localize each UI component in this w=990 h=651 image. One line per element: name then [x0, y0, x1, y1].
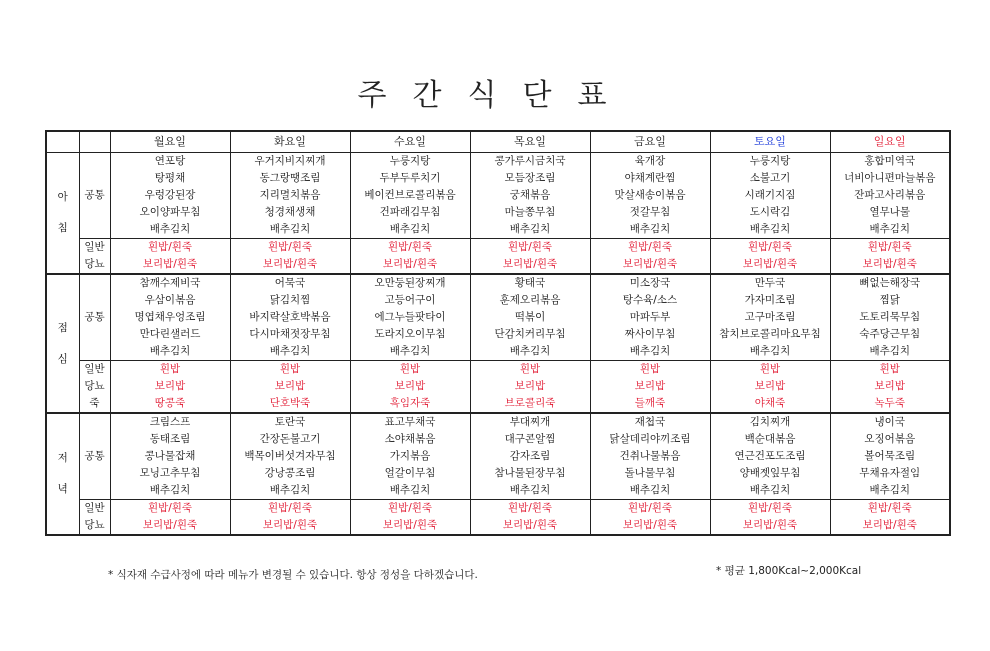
diabetic-rice-item: 보리밥/흰죽 [350, 256, 470, 274]
menu-item: 다시마채젓장무침 [230, 326, 350, 343]
menu-item: 닭살데리야끼조림 [590, 431, 710, 448]
menu-item: 배추김치 [230, 343, 350, 361]
menu-item: 시래기지짐 [710, 187, 830, 204]
menu-row [46, 482, 950, 500]
menu-item: 너비아니편마늘볶음 [830, 170, 950, 187]
menu-item: 건취나물볶음 [590, 448, 710, 465]
porridge-rice-item: 야채죽 [710, 395, 830, 413]
diabetic-rice-item: 보리밥 [110, 378, 230, 395]
menu-item: 탕평채 [110, 170, 230, 187]
menu-item: 베이컨브로콜리볶음 [350, 187, 470, 204]
diabetic-rice-item: 보리밥 [350, 378, 470, 395]
menu-item: 배추김치 [350, 482, 470, 500]
menu-item: 건파래김무침 [350, 204, 470, 221]
menu-item: 누룽지탕 [710, 153, 830, 171]
menu-item: 콩나물잡채 [110, 448, 230, 465]
menu-item: 떡볶이 [470, 309, 590, 326]
menu-item: 얼갈이무침 [350, 465, 470, 482]
general-rice-item: 흰밥/흰죽 [710, 239, 830, 257]
menu-item: 배추김치 [470, 482, 590, 500]
menu-row [46, 309, 950, 326]
general-rice-item: 흰밥/흰죽 [710, 500, 830, 518]
menu-item: 배추김치 [350, 221, 470, 239]
general-rice-item: 흰밥/흰죽 [230, 500, 350, 518]
menu-row [46, 153, 950, 171]
meal-label-char: 아 [57, 191, 68, 203]
menu-row [46, 204, 950, 221]
menu-item: 짜사이무침 [590, 326, 710, 343]
menu-item: 참나물된장무침 [470, 465, 590, 482]
diabetic-rice-item: 보리밥/흰죽 [710, 256, 830, 274]
general-rice-item: 흰밥/흰죽 [830, 500, 950, 518]
menu-item: 훈제오리볶음 [470, 292, 590, 309]
diabetic-rice-item: 보리밥 [590, 378, 710, 395]
menu-item: 도라지오이무침 [350, 326, 470, 343]
menu-item: 오만둥된장찌개 [350, 274, 470, 292]
menu-item: 백목이버섯겨자무침 [230, 448, 350, 465]
menu-item: 청경채생채 [230, 204, 350, 221]
menu-row [46, 413, 950, 431]
menu-item: 배추김치 [710, 221, 830, 239]
diabetic-rice-item: 보리밥/흰죽 [230, 256, 350, 274]
meal-label-char: 심 [57, 352, 68, 365]
general-rice-item: 흰밥 [590, 361, 710, 379]
porridge-label: 죽 [79, 395, 110, 413]
menu-item: 배추김치 [710, 343, 830, 361]
menu-item: 도토리묵무침 [830, 309, 950, 326]
menu-item: 배추김치 [710, 482, 830, 500]
menu-item: 바지락살호박볶음 [230, 309, 350, 326]
day-header-fri: 금요일 [590, 131, 710, 153]
menu-item: 야채계란찜 [590, 170, 710, 187]
menu-item: 백순대볶음 [710, 431, 830, 448]
general-rice-item: 흰밥 [230, 361, 350, 379]
general-label: 일반 [79, 500, 110, 518]
common-label: 공통 [79, 413, 110, 500]
menu-row [46, 256, 950, 274]
menu-item: 배추김치 [110, 221, 230, 239]
menu-item: 김치찌개 [710, 413, 830, 431]
menu-item: 냉이국 [830, 413, 950, 431]
day-header-mon: 월요일 [110, 131, 230, 153]
menu-item: 가지볶음 [350, 448, 470, 465]
menu-item: 마늘쫑무침 [470, 204, 590, 221]
menu-item: 돌나물무침 [590, 465, 710, 482]
diabetic-rice-item: 보리밥/흰죽 [470, 256, 590, 274]
menu-row [46, 239, 950, 257]
general-rice-item: 흰밥 [110, 361, 230, 379]
meal-label-char: 저 [57, 452, 68, 464]
diabetic-rice-item: 보리밥/흰죽 [110, 256, 230, 274]
common-label: 공통 [79, 153, 110, 239]
menu-item: 배추김치 [590, 343, 710, 361]
menu-row [46, 395, 950, 413]
menu-item: 고구마조림 [710, 309, 830, 326]
menu-item: 에그누들팟타이 [350, 309, 470, 326]
menu-row [46, 465, 950, 482]
menu-row [46, 448, 950, 465]
porridge-rice-item: 녹두죽 [830, 395, 950, 413]
menu-item: 배추김치 [590, 482, 710, 500]
menu-item: 배추김치 [830, 221, 950, 239]
menu-row [46, 343, 950, 361]
menu-item: 재첩국 [590, 413, 710, 431]
menu-item: 황태국 [470, 274, 590, 292]
menu-item: 두부두루치기 [350, 170, 470, 187]
diabetic-rice-item: 보리밥/흰죽 [710, 517, 830, 535]
menu-item: 연포탕 [110, 153, 230, 171]
diabetic-rice-item: 보리밥/흰죽 [110, 517, 230, 535]
menu-item: 가자미조림 [710, 292, 830, 309]
porridge-rice-item: 땅콩죽 [110, 395, 230, 413]
menu-item: 배추김치 [230, 482, 350, 500]
day-header-tue: 화요일 [230, 131, 350, 153]
general-rice-item: 흰밥/흰죽 [470, 500, 590, 518]
menu-item: 홍합미역국 [830, 153, 950, 171]
meal-label-dinner [46, 413, 79, 535]
day-header-row [46, 131, 950, 153]
meal-label-char: 침 [57, 222, 68, 234]
porridge-rice-item: 들깨죽 [590, 395, 710, 413]
menu-row [46, 187, 950, 204]
menu-item: 참치브로콜리마요무침 [710, 326, 830, 343]
menu-item: 젓갈무침 [590, 204, 710, 221]
menu-row [46, 221, 950, 239]
menu-item: 오징어볶음 [830, 431, 950, 448]
menu-row [46, 378, 950, 395]
menu-item: 동태조림 [110, 431, 230, 448]
meal-label-lunch [46, 274, 79, 413]
menu-row [46, 170, 950, 187]
menu-item: 누룽지탕 [350, 153, 470, 171]
menu-item: 표고무채국 [350, 413, 470, 431]
menu-item: 소야채볶음 [350, 431, 470, 448]
menu-row [46, 361, 950, 379]
menu-item: 모듬장조림 [470, 170, 590, 187]
menu-item: 우삼이볶음 [110, 292, 230, 309]
menu-item: 참깨수제비국 [110, 274, 230, 292]
menu-item: 미소장국 [590, 274, 710, 292]
menu-item: 만두국 [710, 274, 830, 292]
menu-item: 대구콘알찜 [470, 431, 590, 448]
menu-item: 무채유자절임 [830, 465, 950, 482]
general-rice-item: 흰밥/흰죽 [350, 500, 470, 518]
menu-item: 강낭콩조림 [230, 465, 350, 482]
menu-item: 연근건포도조림 [710, 448, 830, 465]
menu-item: 탕수육/소스 [590, 292, 710, 309]
porridge-rice-item: 흑임자죽 [350, 395, 470, 413]
common-label: 공통 [79, 274, 110, 361]
diabetic-rice-item: 보리밥/흰죽 [350, 517, 470, 535]
page-title: 주간식단표 [357, 78, 633, 113]
general-rice-item: 흰밥/흰죽 [590, 500, 710, 518]
diabetic-rice-item: 보리밥/흰죽 [590, 256, 710, 274]
corner-cell [79, 131, 110, 153]
general-rice-item: 흰밥 [830, 361, 950, 379]
diabetic-label: 당뇨 [79, 256, 110, 274]
menu-row [46, 517, 950, 535]
menu-row [46, 274, 950, 292]
day-header-thu: 목요일 [470, 131, 590, 153]
menu-item: 잔파고사리볶음 [830, 187, 950, 204]
menu-item: 우렁강된장 [110, 187, 230, 204]
menu-item: 소불고기 [710, 170, 830, 187]
menu-item: 명엽채우엉조림 [110, 309, 230, 326]
menu-item: 배추김치 [470, 343, 590, 361]
day-header-sat: 토요일 [710, 131, 830, 153]
diabetic-rice-item: 보리밥/흰죽 [590, 517, 710, 535]
porridge-rice-item: 브로콜리죽 [470, 395, 590, 413]
general-rice-item: 흰밥/흰죽 [470, 239, 590, 257]
menu-row [46, 500, 950, 518]
calorie-note: * 평균 1,800Kcal~2,000Kcal [716, 565, 862, 577]
day-header-wed: 수요일 [350, 131, 470, 153]
menu-item: 도시락김 [710, 204, 830, 221]
meal-label-breakfast [46, 153, 79, 275]
menu-body [46, 153, 950, 536]
diabetic-rice-item: 보리밥/흰죽 [830, 517, 950, 535]
menu-item: 찜닭 [830, 292, 950, 309]
diabetic-rice-item: 보리밥 [830, 378, 950, 395]
menu-item: 부대찌개 [470, 413, 590, 431]
general-rice-item: 흰밥/흰죽 [110, 500, 230, 518]
general-rice-item: 흰밥/흰죽 [590, 239, 710, 257]
meal-label-char: 점 [57, 321, 68, 334]
diabetic-rice-item: 보리밥 [710, 378, 830, 395]
menu-item: 배추김치 [830, 343, 950, 361]
menu-item: 단감치커리무침 [470, 326, 590, 343]
general-rice-item: 흰밥/흰죽 [830, 239, 950, 257]
menu-item: 배추김치 [110, 343, 230, 361]
menu-item: 지리멸치볶음 [230, 187, 350, 204]
general-label: 일반 [79, 239, 110, 257]
menu-item: 궁채볶음 [470, 187, 590, 204]
meal-label-char: 녁 [57, 483, 68, 495]
menu-item: 만다린샐러드 [110, 326, 230, 343]
menu-item: 감자조림 [470, 448, 590, 465]
general-rice-item: 흰밥/흰죽 [350, 239, 470, 257]
diabetic-label: 당뇨 [79, 517, 110, 535]
menu-change-note: * 식자재 수급사정에 따라 메뉴가 변경될 수 있습니다. 항상 정성을 다하겠습니다. [108, 569, 478, 581]
menu-item: 닭김치찜 [230, 292, 350, 309]
diabetic-rice-item: 보리밥/흰죽 [830, 256, 950, 274]
menu-item: 배추김치 [110, 482, 230, 500]
menu-item: 고등어구이 [350, 292, 470, 309]
menu-item: 콩가루시금치국 [470, 153, 590, 171]
menu-item: 동그랑땡조림 [230, 170, 350, 187]
diabetic-label: 당뇨 [79, 378, 110, 395]
menu-item: 모닝고추무침 [110, 465, 230, 482]
menu-item: 뼈없는해장국 [830, 274, 950, 292]
menu-item: 열무나물 [830, 204, 950, 221]
menu-item: 맛살새송이볶음 [590, 187, 710, 204]
menu-item: 배추김치 [830, 482, 950, 500]
general-rice-item: 흰밥 [350, 361, 470, 379]
general-rice-item: 흰밥 [710, 361, 830, 379]
menu-row [46, 292, 950, 309]
menu-item: 숙주당근무침 [830, 326, 950, 343]
menu-row [46, 326, 950, 343]
menu-item: 배추김치 [470, 221, 590, 239]
general-rice-item: 흰밥 [470, 361, 590, 379]
weekly-menu-table [45, 130, 951, 536]
corner-cell [46, 131, 79, 153]
menu-item: 마파두부 [590, 309, 710, 326]
menu-item: 오이양파무침 [110, 204, 230, 221]
menu-item: 배추김치 [590, 221, 710, 239]
menu-row [46, 431, 950, 448]
menu-item: 육개장 [590, 153, 710, 171]
general-rice-item: 흰밥/흰죽 [230, 239, 350, 257]
diabetic-rice-item: 보리밥 [470, 378, 590, 395]
menu-item: 토란국 [230, 413, 350, 431]
menu-item: 크림스프 [110, 413, 230, 431]
menu-item: 어묵국 [230, 274, 350, 292]
menu-item: 배추김치 [350, 343, 470, 361]
general-rice-item: 흰밥/흰죽 [110, 239, 230, 257]
diabetic-rice-item: 보리밥 [230, 378, 350, 395]
menu-item: 양배젯잎무침 [710, 465, 830, 482]
menu-item: 배추김치 [230, 221, 350, 239]
menu-item: 우거지비지찌개 [230, 153, 350, 171]
day-header-sun: 일요일 [830, 131, 950, 153]
diabetic-rice-item: 보리밥/흰죽 [470, 517, 590, 535]
general-label: 일반 [79, 361, 110, 379]
menu-item: 볼어묵조림 [830, 448, 950, 465]
diabetic-rice-item: 보리밥/흰죽 [230, 517, 350, 535]
menu-item: 간장돈불고기 [230, 431, 350, 448]
porridge-rice-item: 단호박죽 [230, 395, 350, 413]
